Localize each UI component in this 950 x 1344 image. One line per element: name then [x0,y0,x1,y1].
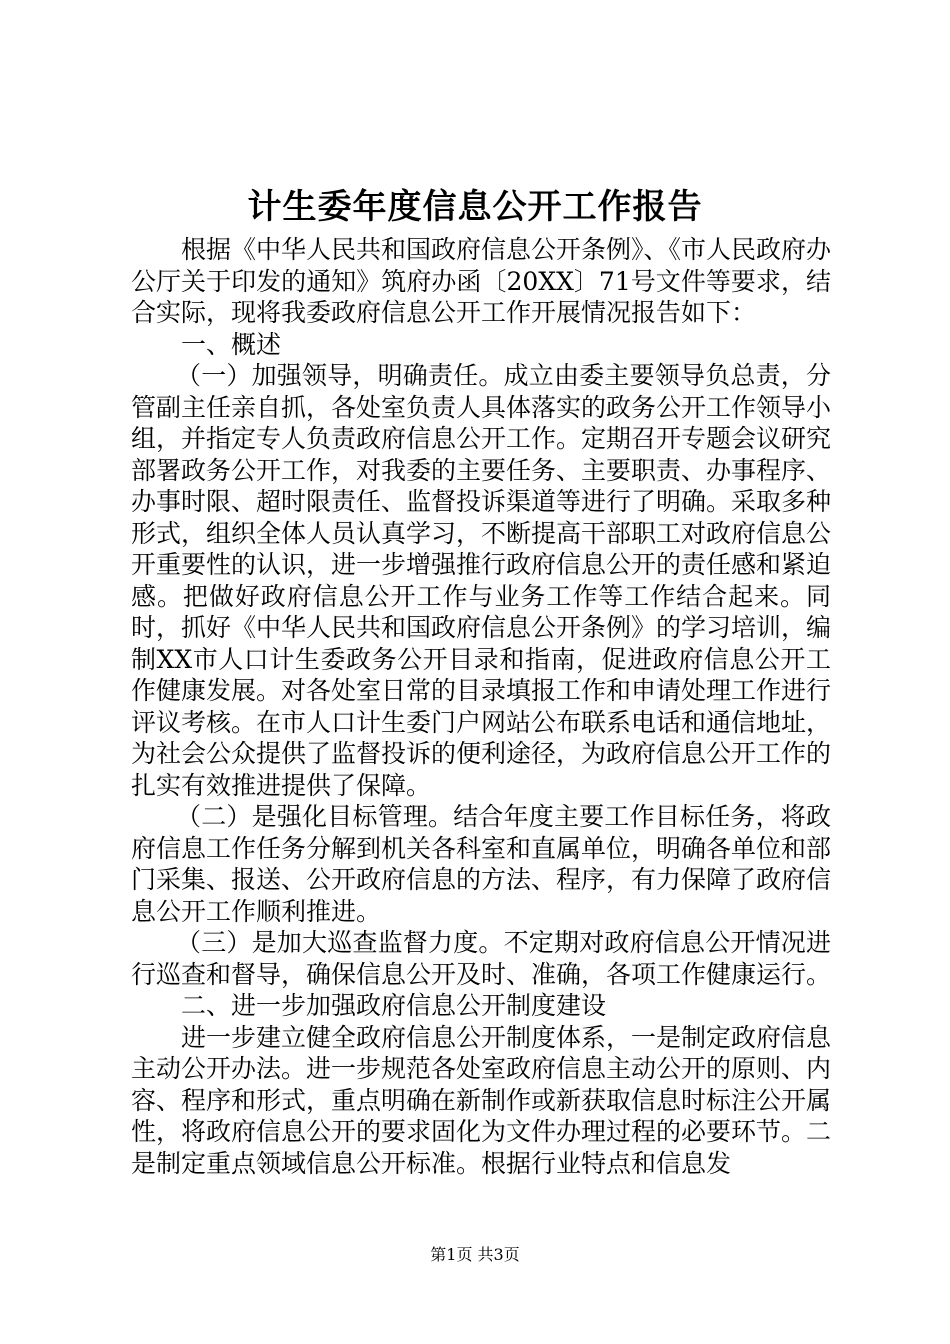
paragraph-target-management: （二）是强化目标管理。结合年度主要工作目标任务，将政府信息工作任务分解到机关各科室和直属单位，明确各单位和部门采集、报送、公开政府信息的方法、程序，有力保障了政府信息公开工作顺利推进。 [131,802,832,926]
section-heading-system-building: 二、进一步加强政府信息公开制度建设 [181,991,607,1020]
paragraph-leadership: （一）加强领导，明确责任。成立由委主要领导负总责，分管副主任亲自抓，各处室负责人具体落实的政务公开工作领导小组，并指定专人负责政府信息公开工作。定期召开专题会议研究部署政务公开工作，对我委的主要任务、主要职责、办事程序、办事时限、超时限责任、监督投诉渠道等进行了明确。采取多种形式，组织全体人员认真学习，不断提高干部职工对政府信息公开重要性的认识，进一步增强推行政府信息公开的责任感和紧迫感。把做好政府信息公开工作与业务工作等工作结合起来。同时，抓好《中华人民共和国政府信息公开条例》的学习培训，编制XX市人口计生委政务公开目录和指南，促进政府信息公开工作健康发展。对各处室日常的目录填报工作和申请处理工作进行评议考核。在市人口计生委门户网站公布联系电话和通信地址，为社会公众提供了监督投诉的便利途径，为政府信息公开工作的扎实有效推进提供了保障。 [131,361,832,800]
paragraph-system-building: 进一步建立健全政府信息公开制度体系，一是制定政府信息主动公开办法。进一步规范各处室政府信息主动公开的原则、内容、程序和形式，重点明确在新制作或新获取信息时标注公开属性，将政府信息公开的要求固化为文件办理过程的必要环节。二是制定重点领域信息公开标准。根据行业特点和信息发 [131,1022,832,1178]
intro-paragraph: 根据《中华人民共和国政府信息公开条例》、《市人民政府办公厅关于印发的通知》筑府办函〔20XX〕71号文件等要求，结合实际，现将我委政府信息公开工作开展情况报告如下： [131,235,832,327]
page-number-footer: 第1页 共3页 [430,1245,520,1264]
document-title: 计生委年度信息公开工作报告 [247,187,703,227]
document-body [131,234,831,1179]
section-heading-overview: 一、概述 [181,329,282,359]
paragraph-inspection: （三）是加大巡查监督力度。不定期对政府信息公开情况进行巡查和督导，确保信息公开及时、准确，各项工作健康运行。 [131,928,832,989]
